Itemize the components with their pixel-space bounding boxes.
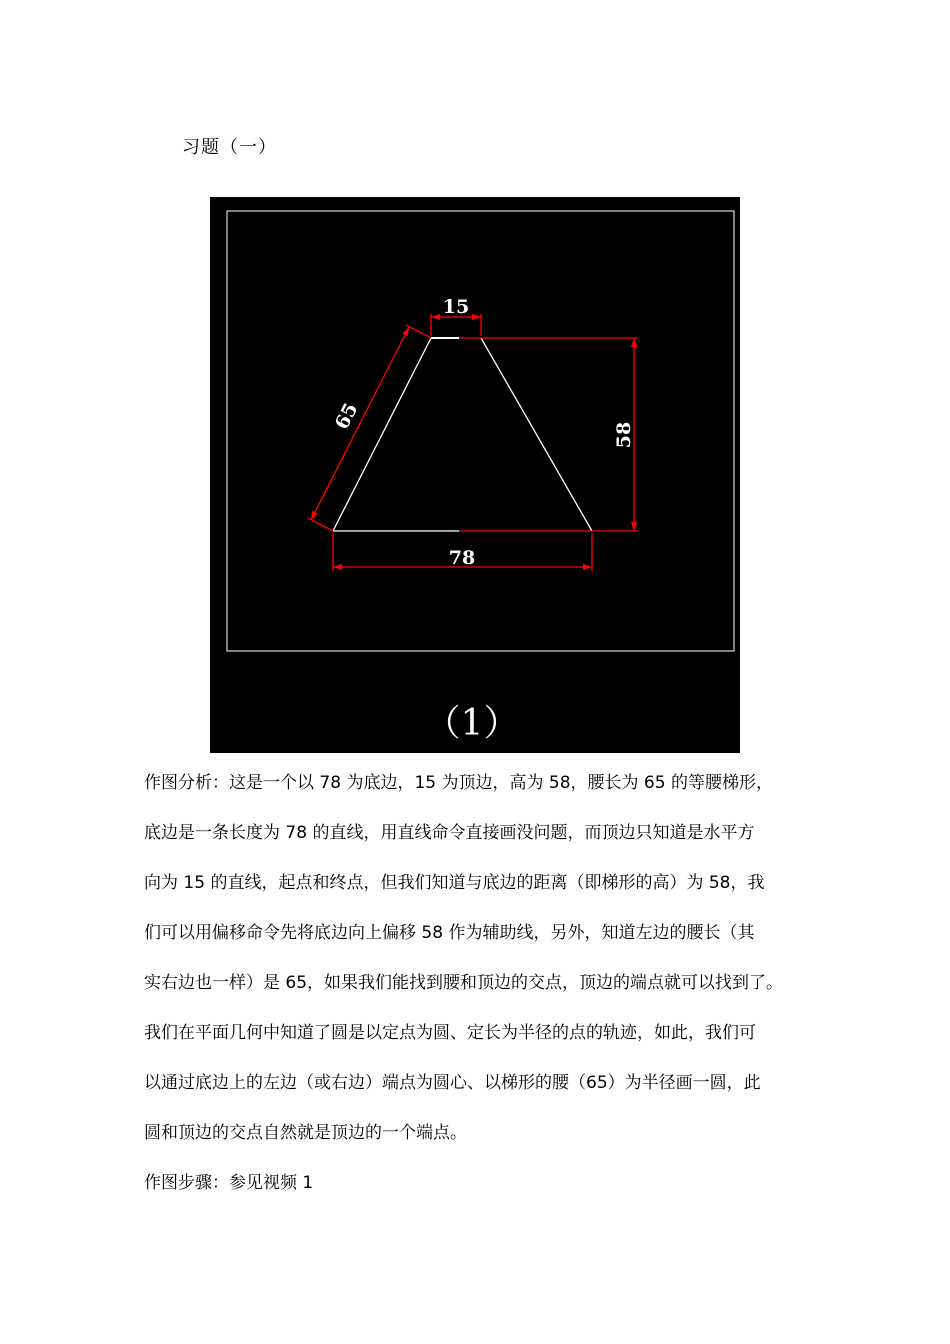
steps-line: 作图步骤：参见视频 1 — [144, 1173, 314, 1193]
analysis-line: 实右边也一样）是 65，如果我们能找到腰和顶边的交点，顶边的端点就可以找到了。 — [144, 973, 784, 993]
dimension-side-label: 65 — [330, 399, 363, 434]
trapezoid-right-leg — [481, 338, 592, 531]
steps-paragraph — [144, 1158, 810, 1208]
exercise-heading: 习题（一） — [182, 137, 277, 158]
trapezoid-left-leg — [330, 338, 431, 531]
figure-caption: （1） — [424, 703, 520, 744]
drawing-frame — [227, 211, 734, 651]
trapezoid-outline — [330, 338, 592, 531]
analysis-line: 圆和顶边的交点自然就是顶边的一个端点。 — [144, 1123, 467, 1143]
dimension-lines — [308, 314, 638, 571]
dimension-height-label: 58 — [613, 421, 635, 449]
analysis-line: 作图分析：这是一个以 78 为底边，15 为顶边，高为 58，腰长为 65 的等腰梯形， — [144, 773, 773, 793]
analysis-line: 们可以用偏移命令先将底边向上偏移 58 作为辅助线，另外，知道左边的腰长（其 — [144, 923, 755, 943]
analysis-line: 向为 15 的直线，起点和终点，但我们知道与底边的距离（即梯形的高）为 58，我 — [144, 873, 765, 893]
analysis-line: 以通过底边上的左边（或右边）端点为圆心、以梯形的腰（65）为半径画一圆，此 — [144, 1073, 761, 1093]
dimension-bottom-label: 78 — [448, 547, 476, 569]
analysis-paragraph — [144, 758, 810, 1158]
cad-drawing-figure — [210, 197, 740, 753]
trapezoid-drawing — [210, 197, 740, 753]
analysis-line: 底边是一条长度为 78 的直线，用直线命令直接画没问题，而顶边只知道是水平方 — [144, 823, 755, 843]
dimension-top-label: 15 — [442, 296, 470, 318]
analysis-line: 我们在平面几何中知道了圆是以定点为圆、定长为半径的点的轨迹，如此，我们可 — [144, 1023, 756, 1043]
